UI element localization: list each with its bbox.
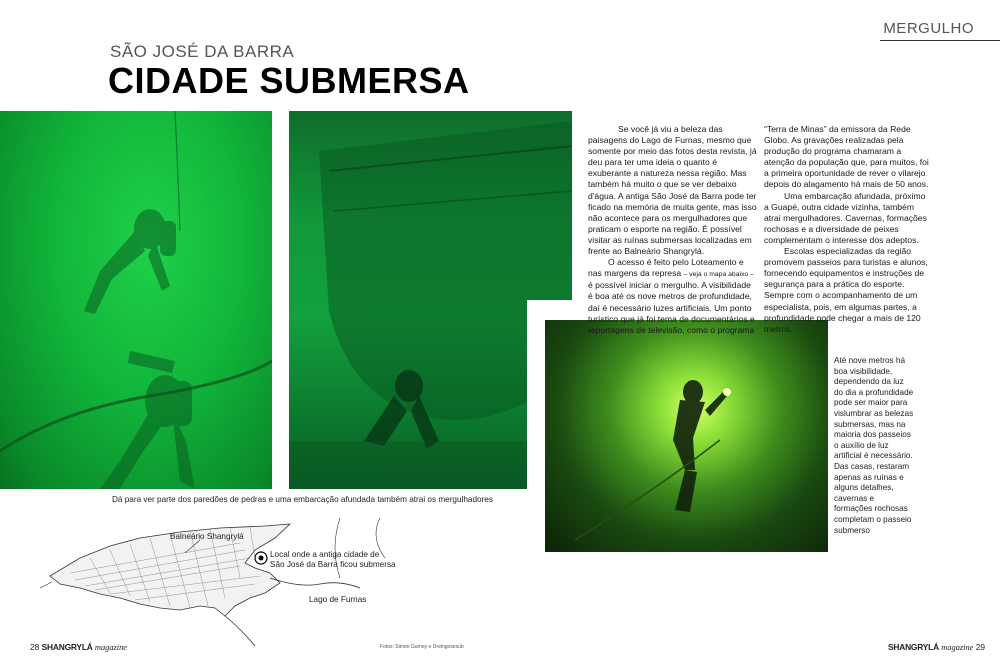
photo-diver-light bbox=[545, 320, 828, 552]
body-paragraph: Se você já viu a beleza das paisagens do Lago de Furnas, mesmo que somente por meio das fotos desta revista, já deu para ter uma ideia o quanto é exuberante a natureza nessa região. Mas também há muito o que se ver debaixo d'água. A antiga São José da Barra pode ter ficado na memória de muita gente, mas isso não acontece para os mergulhadores que praticam o esporte na região. É possível visitar as ruínas submersas localizadas em frente ao Balneário Shangrylá. bbox=[588, 124, 757, 257]
body-column-1 bbox=[588, 124, 758, 336]
kicker: SÃO JOSÉ DA BARRA bbox=[110, 42, 295, 61]
body-paragraph: Escolas especializadas da região promovem passeios para turistas e alunos, fornecendo equipamentos e instruções de segurança para a prática do esporte. Sempre com o acompanhamento de um especialista, pois, em algumas partes, a profundidade pode chegar a mais de 120 metros. bbox=[764, 246, 928, 334]
section-label: MERGULHO bbox=[883, 20, 974, 37]
map-reference-note: – veja o mapa abaixo – bbox=[683, 271, 754, 279]
photo-credit: Fotos: Simon Gurney e Dreingosesub bbox=[380, 644, 464, 650]
body-paragraph: “Terra de Minas” da emissora da Rede Globo. As gravações realizadas pela produção do programa chamaram a atenção da população que, para muitos, foi a primeira oportunidade de rever o vilarejo depois do alagamento há mais de 50 anos. bbox=[764, 124, 929, 190]
body-paragraph bbox=[588, 257, 758, 336]
map-label-local: São José da Barra ficou submersa bbox=[270, 560, 396, 569]
map-label-lago: Lago de Furnas bbox=[309, 595, 367, 604]
photo-divers-left bbox=[0, 111, 272, 489]
body-text: O acesso é feito pelo Loteamento e nas margens da represa bbox=[588, 257, 744, 279]
page-number: 28 bbox=[30, 642, 40, 652]
body-text: é possível iniciar o mergulho. A visibilidade é boa até os nove metros de profundidade, daí é necessário luzes artificiais. Um ponto turístico que já foi tema de documentários e reportagens de televisão, como o programa bbox=[588, 280, 755, 335]
folio-left bbox=[30, 642, 127, 652]
photo-caption-side: Até nove metros há boa visibilidade, dependendo da luz do dia a profundidade pode ser maior para vislumbrar as belezas submersas, mas na maioria dos passeios o auxílio de luz artificial é necessário. Das casas, restaram apenas as ruínas e alguns detalhes, cavernas e formações rochosas completam o passeio submerso bbox=[834, 356, 914, 535]
body-paragraph: Uma embarcação afundada, próximo a Guapé, outra cidade vizinha, também atrai mergulhadores. Cavernas, formações rochosas e a diversidade de peixes complementam o interesse dos adeptos. bbox=[764, 190, 927, 245]
body-column-2 bbox=[764, 124, 930, 335]
map-label-local: Local onde a antiga cidade de bbox=[270, 550, 380, 559]
folio-right bbox=[888, 642, 985, 652]
brand-magazine: magazine bbox=[94, 643, 128, 652]
brand-name: SHANGRYLÁ bbox=[888, 642, 939, 652]
page-number: 29 bbox=[975, 642, 986, 652]
brand-magazine: magazine bbox=[941, 643, 974, 652]
map-label-balneario: Balneário Shangrylá bbox=[170, 532, 244, 541]
section-tag bbox=[880, 18, 1000, 41]
photo-caption: Dá para ver parte dos paredões de pedras e uma embarcação afundada também atrai os mergulhadores bbox=[112, 495, 493, 504]
brand-name: SHANGRYLÁ bbox=[41, 642, 93, 652]
headline: CIDADE SUBMERSA bbox=[108, 60, 470, 101]
